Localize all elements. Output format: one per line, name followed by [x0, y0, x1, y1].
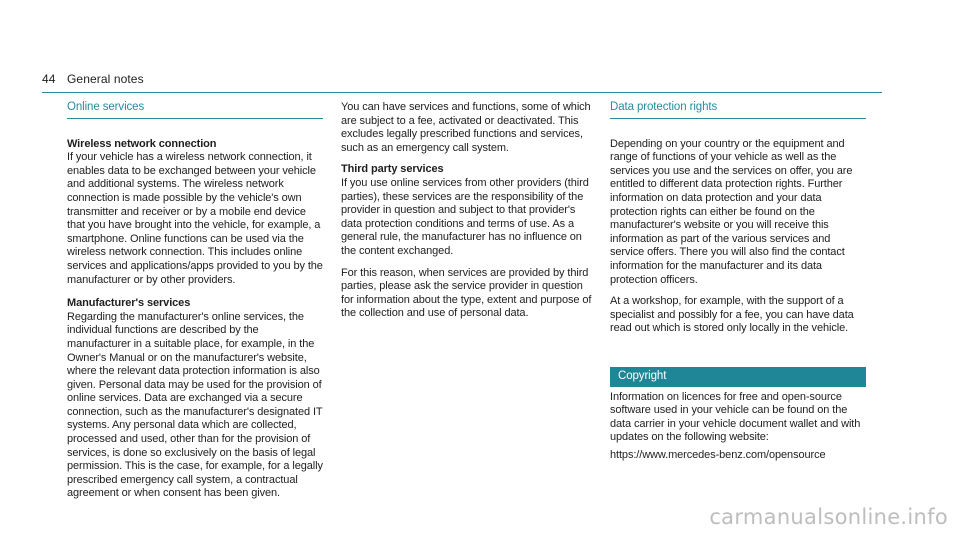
data-protection-title: Data protection rights [610, 101, 866, 119]
services-text: You can have services and functions, some of which are subject to a fee, activated or deactivated. This excludes legally prescribed functions and services, such as an emergency call system. [341, 101, 591, 154]
third-party-text-2: For this reason, when services are provided by third parties, please ask the service provider in question for information about the type, extent and purpose of the collection and use of personal data. [341, 266, 592, 320]
data-protection-text-1: Depending on your country or the equipment and range of functions of your vehicle as well as the services you use and the services on offer, you are entitled to different data protection rights. Further information on data protection and your data protection rights can either be found on the manufacturer's website or you will receive this information as part of the various services and service offers. There you will also find the contact information for the manufacturer and its data protection officers. [610, 137, 853, 286]
data-protection-text-2: At a workshop, for example, with the support of a specialist and possibly for a fee, you can have data read out which is stored only locally in the vehicle. [610, 295, 854, 335]
wireless-heading: Wireless network connection [67, 137, 217, 150]
manufacturer-text: Regarding the manufacturer's online services, the individual functions are described by the manufacturer in a suitable place, for example, in the Owner's Manual or on the manufacturer's website, where the relevant data protection information is also given. Personal data may be used for the provision of online services. Data are exchanged via a secure connection, such as the manufacturer's designated IT systems. Any personal data which are collected, processed and used, other than for the provision of services, is done so exclusively on the basis of legal permission. This is the case, for example, for a legally prescribed emergency call system, a contractual agreement or when consent has been given. [67, 310, 323, 500]
section-name: General notes [67, 72, 144, 86]
copyright-text: Information on licences for free and open-source software used in your vehicle can be found on the data carrier in your vehicle document wallet and with updates on the following website: [610, 390, 861, 444]
copyright-title: Copyright [610, 367, 866, 387]
page-header [42, 72, 882, 93]
opensource-url[interactable]: https://www.mercedes-benz.com/opensource [610, 448, 826, 461]
wireless-text: If your vehicle has a wireless network connection, it enables data to be exchanged between your vehicle and additional systems. The wireless network connection is made possible by the vehicle's own transmitter and receiver or by a mobile end device that you have brought into the vehicle, for example, a smartphone. Online functions can be used via the wireless network connection. This includes online services and applications/apps provided to you by the manufacturer or by other providers. [67, 151, 323, 286]
manufacturer-heading: Manufacturer's services [67, 297, 191, 310]
online-services-title: Online services [67, 101, 323, 119]
third-party-text: If you use online services from other providers (third parties), these services are the responsibility of the provider in question and subject to that provider's data protection conditions and terms of use. As a general rule, the manufacturer has no influence on the content exchanged. [341, 176, 589, 257]
column-2 [341, 101, 596, 329]
column-1 [67, 101, 323, 500]
watermark: carmanualsonline.info [709, 505, 948, 529]
column-3 [610, 101, 866, 462]
third-party-heading: Third party services [341, 163, 444, 176]
page-number: 44 [42, 72, 56, 86]
